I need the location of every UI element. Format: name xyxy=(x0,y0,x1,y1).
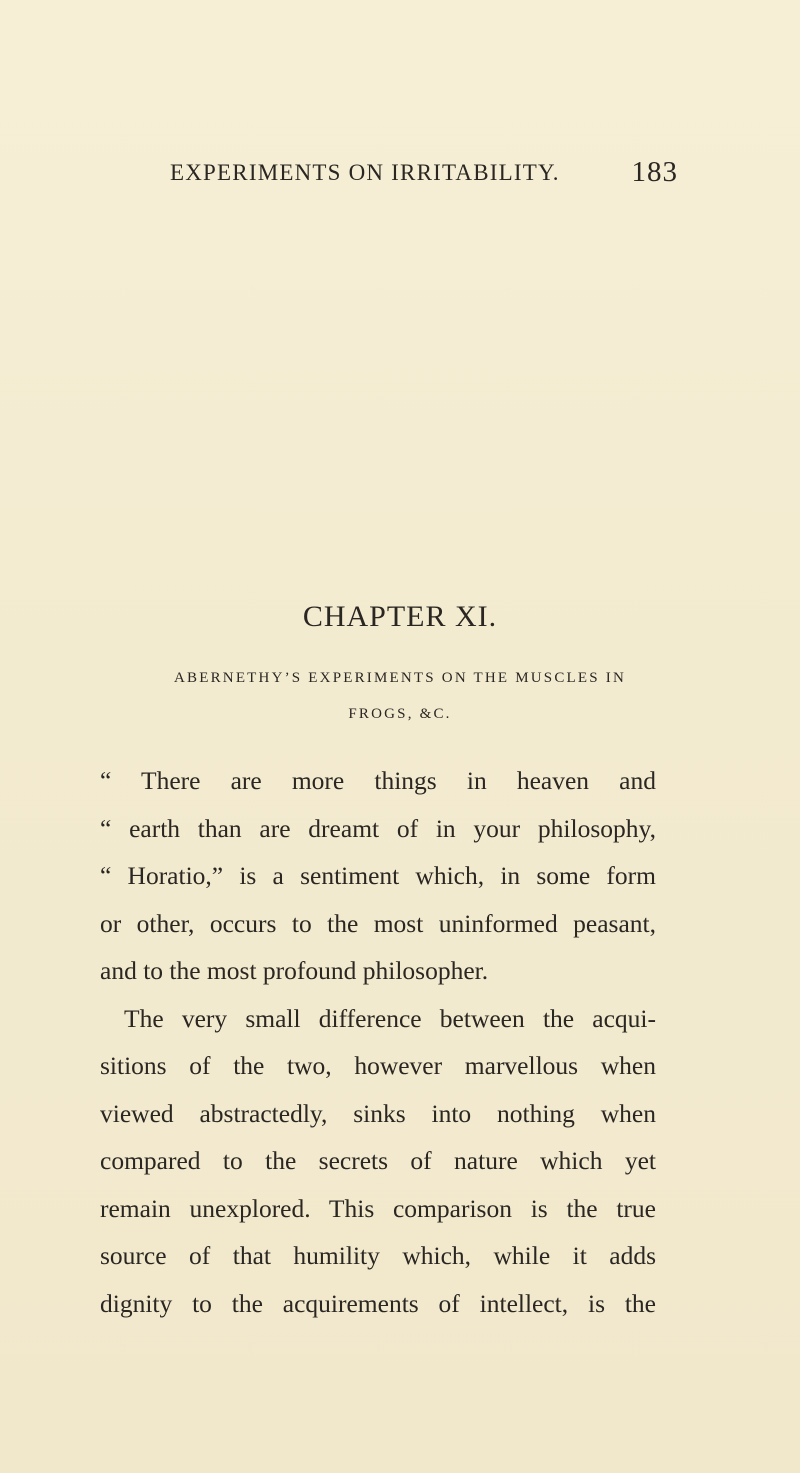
body-line: or other, occurs to the most uninformed peasant, xyxy=(100,908,656,938)
body-line: viewed abstractedly, sinks into nothing when xyxy=(100,1098,656,1128)
chapter-title: CHAPTER XI. xyxy=(302,600,498,633)
chapter-subtitle-line: ABERNETHY’S EXPERIMENTS ON THE MUSCLES IN xyxy=(173,670,627,686)
body-line: remain unexplored. This comparison is the true xyxy=(100,1193,656,1223)
body-line: compared to the secrets of nature which yet xyxy=(100,1146,656,1175)
running-head-title: EXPERIMENTS ON IRRITABILITY. xyxy=(170,160,560,185)
body-line: The very small difference between the acqui- xyxy=(124,1003,656,1033)
body-line: dignity to the acquirements of intellect, is the xyxy=(100,1288,656,1318)
body-line: and to the most profound philosopher. xyxy=(100,956,489,985)
chapter-subtitle xyxy=(100,660,700,732)
page-number: 183 xyxy=(631,156,678,188)
body-text xyxy=(100,757,656,1327)
body-line: “ Horatio,” is a sentiment which, in some form xyxy=(100,861,656,890)
body-line: sitions of the two, however marvellous when xyxy=(100,1051,656,1080)
body-line: “ There are more things in heaven and xyxy=(100,766,656,795)
chapter-subtitle-line: FROGS, &C. xyxy=(348,706,452,722)
body-line: source of that humility which, while it adds xyxy=(100,1241,656,1270)
body-line: “ earth than are dreamt of in your philosophy, xyxy=(100,813,656,843)
